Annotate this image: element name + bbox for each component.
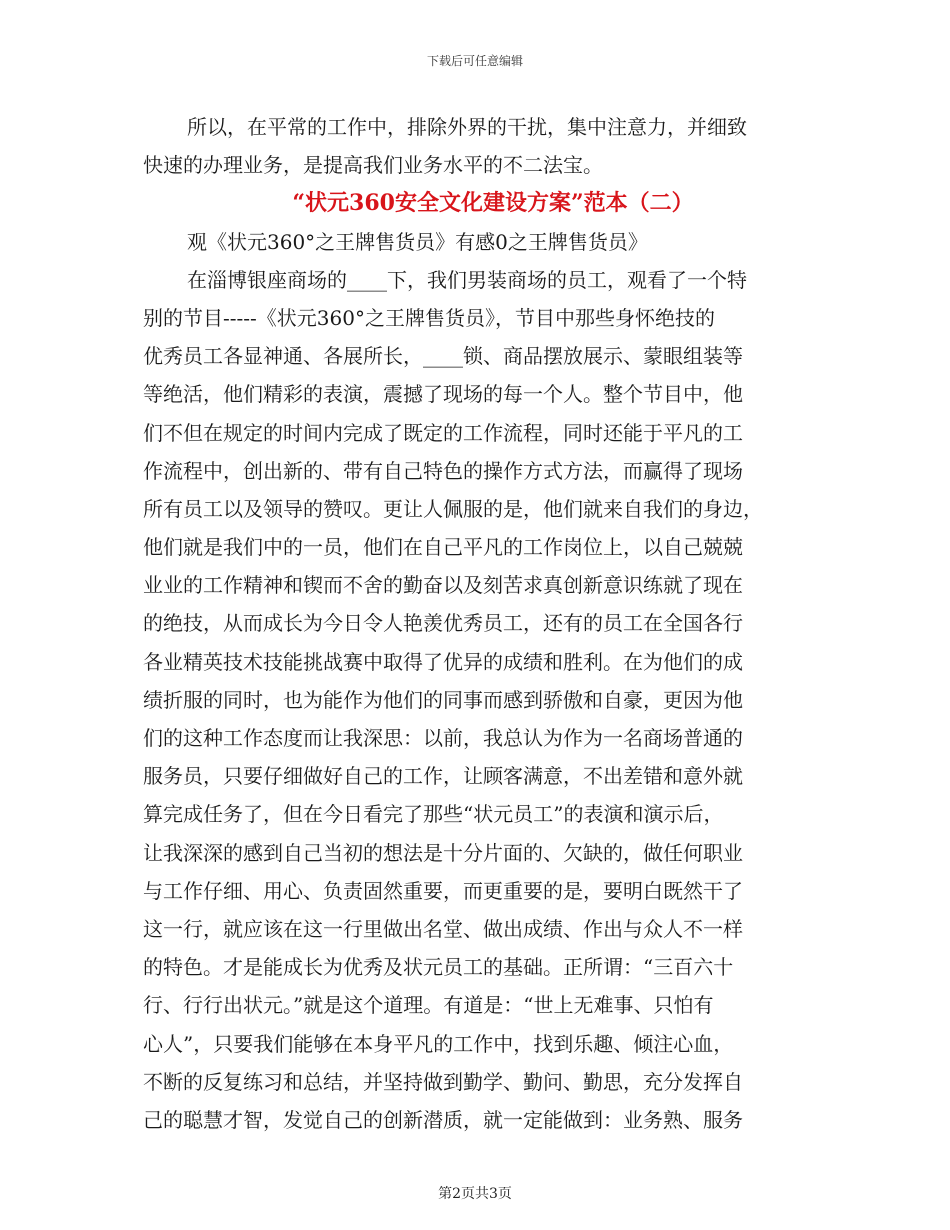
page-header: 下载后可任意编辑 [426, 54, 523, 68]
paragraph-line: 心人”，只要我们能够在本身平凡的工作中，找到乐趣、倾注心血， [143, 1031, 734, 1056]
paragraph-line: 优秀员工各显神通、各展所长，____锁、商品摆放展示、蒙眼组装等 [143, 344, 743, 369]
paragraph-line: 在淄博银座商场的____下，我们男装商场的员工，观看了一个特 [187, 267, 747, 292]
paragraph-line: 快速的办理业务，是提高我们业务水平的不二法宝。 [143, 153, 603, 178]
page-number: 第2页共3页 [438, 1186, 512, 1202]
paragraph-line: 算完成任务了，但在今日看完了那些“状元员工”的表演和演示后， [143, 802, 724, 827]
section-title: “状元360安全文化建设方案”范本（二） [292, 190, 694, 217]
paragraph-line: 各业精英技术技能挑战赛中取得了优异的成绩和胜利。在为他们的成 [143, 649, 743, 674]
paragraph-line: 行、行行出状元。”就是这个道理。有道是：“世上无难事、只怕有 [143, 993, 714, 1018]
paragraph-line: 服务员，只要仔细做好自己的工作，让顾客满意，不出差错和意外就 [143, 764, 743, 789]
paragraph-line: 他们就是我们中的一员，他们在自己平凡的工作岗位上，以自己兢兢 [143, 535, 743, 560]
paragraph-line: 绩折服的同时，也为能作为他们的同事而感到骄傲和自豪，更因为他 [143, 687, 743, 712]
paragraph-line: 作流程中，创出新的、带有自己特色的操作方式方法，而赢得了现场 [143, 458, 743, 483]
paragraph-line: 的特色。才是能成长为优秀及状元员工的基础。正所谓：“三百六十 [143, 955, 734, 980]
paragraph-line: 们的这种工作态度而让我深思：以前，我总认为作为一名商场普通的 [143, 726, 743, 750]
paragraph-line: 这一行，就应该在这一行里做出名堂、做出成绩、作出与众人不一样 [143, 916, 743, 941]
paragraph-line: 别的节目-----《状元360°之王牌售货员》，节目中那些身怀绝技的 [143, 305, 715, 330]
paragraph-line: 所有员工以及领导的赞叹。更让人佩服的是，他们就来自我们的身边， [143, 496, 763, 521]
paragraph-line: 与工作仔细、用心、负责固然重要，而更重要的是，要明白既然干了 [143, 878, 743, 903]
section-subtitle: 观《状元360°之王牌售货员》有感0之王牌售货员》 [187, 229, 648, 254]
paragraph-line: 们不但在规定的时间内完成了既定的工作流程，同时还能于平凡的工 [143, 420, 743, 445]
document-body [143, 108, 803, 1139]
paragraph-line: 等绝活，他们精彩的表演，震撼了现场的每一个人。整个节目中，他 [143, 382, 743, 407]
paragraph-line: 不断的反复练习和总结，并坚持做到勤学、勤问、勤思，充分发挥自 [143, 1069, 743, 1094]
paragraph-line: 的绝技，从而成长为今日令人艳羡优秀员工，还有的员工在全国各行 [143, 611, 743, 636]
paragraph-line: 业业的工作精神和锲而不舍的勤奋以及刻苦求真创新意识练就了现在 [143, 573, 743, 598]
paragraph-line: 所以，在平常的工作中，排除外界的干扰，集中注意力，并细致 [187, 115, 747, 139]
paragraph-line: 让我深深的感到自己当初的想法是十分片面的、欠缺的，做任何职业 [143, 840, 743, 865]
paragraph-line: 己的聪慧才智，发觉自己的创新潜质，就一定能做到：业务熟、服务 [143, 1107, 743, 1132]
